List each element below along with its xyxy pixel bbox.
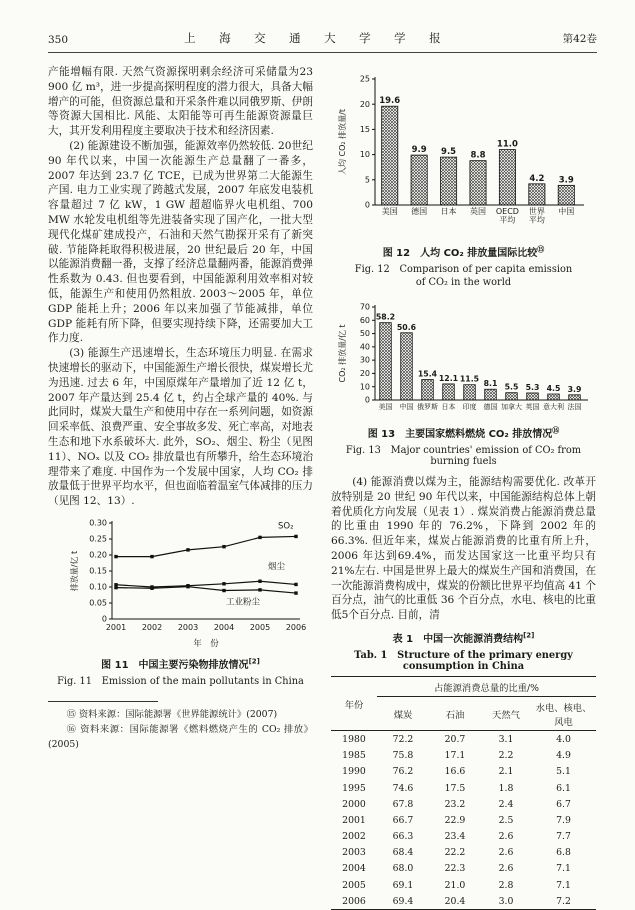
svg-text:2006: 2006: [285, 622, 306, 632]
value-cell: 2.8: [498, 879, 514, 891]
value-cell: 2.4: [498, 798, 514, 810]
svg-text:日本: 日本: [441, 403, 455, 411]
value-cell: 6.7: [556, 798, 571, 810]
fig13-footnote-marker: ⑯: [552, 426, 560, 435]
value-cell: 6.1: [556, 782, 571, 794]
svg-text:50: 50: [359, 329, 370, 339]
svg-text:10: 10: [359, 382, 370, 392]
fig13-caption-zh: [331, 425, 596, 440]
value-cell: 20.4: [444, 895, 466, 907]
table-row: [331, 861, 596, 877]
svg-text:英国: 英国: [469, 207, 486, 216]
fig11-ref-marker: [2]: [248, 657, 260, 666]
right-column: [331, 65, 596, 910]
footnote-16-text: 资料来源：国际能源署《燃料燃烧产生的 CO₂ 排放》(2005): [48, 723, 313, 750]
svg-text:2002: 2002: [141, 622, 163, 632]
value-cell: 4.0: [556, 733, 571, 745]
svg-text:排放量/亿 t: 排放量/亿 t: [70, 550, 79, 592]
figure-12-bar-chart: [331, 65, 596, 288]
value-cell: 7.1: [556, 863, 571, 875]
value-cell: 1.8: [498, 782, 514, 794]
value-cell: 68.0: [392, 863, 414, 875]
year-cell: 1990: [342, 766, 366, 778]
svg-text:19.6: 19.6: [378, 96, 400, 107]
year-cell: 2006: [342, 895, 366, 907]
fig11-caption-zh-text: 图 11 中国主要污染物排放情况: [101, 659, 249, 671]
value-cell: 3.1: [498, 733, 514, 745]
value-cell: 17.1: [444, 750, 466, 762]
figure-13-bar-chart: [331, 294, 596, 467]
value-cell: 74.6: [392, 782, 414, 794]
value-cell: 23.2: [444, 798, 466, 810]
year-cell: 2002: [342, 831, 366, 843]
value-cell: 22.2: [444, 847, 466, 859]
fig11-chart-canvas: [66, 515, 313, 653]
table-row: [331, 731, 596, 748]
paragraph-3: (3) 能源生产迅速增长，生态环境压力明显. 在需求快速增长的驱动下，中国能源生产增长很快，煤炭增长尤为迅速. 过去 6 年，中国原煤年产量增加了近 12 亿 t，2007 年产量达到 25.4 亿 t，约占全球产量的 40%. 与此同时，煤炭大量生产和使用中存在一系列问题，如资源回采率低、浪费严重、安全事故多发、死亡率高，对地表生态和地下水系破坏大. 此外，SO₂、烟尘、粉尘（见图 11）、NOₓ 以及 CO₂ 排放量也有所攀升，给生态环境治理带来了难度. 中国作为一个发展中国家，人均 CO₂ 排放量低于世界平均水平，但也面临着温室气体减排的压力（见图 12、13）.: [48, 347, 313, 508]
value-cell: 7.2: [556, 895, 571, 907]
fig13-caption-en: Fig. 13 Major countries' emission of CO₂ from burning fuels: [345, 445, 582, 467]
value-cell: 17.5: [444, 782, 466, 794]
svg-text:8.8: 8.8: [469, 150, 486, 161]
left-column: [48, 65, 313, 910]
svg-text:平均: 平均: [528, 215, 545, 225]
svg-text:美国: 美国: [378, 403, 392, 411]
fig12-footnote-marker: ⑮: [537, 245, 545, 254]
table1: [331, 676, 596, 910]
year-cell: 2004: [342, 863, 366, 875]
fig11-caption-zh: [48, 656, 313, 671]
fig12-caption-en-line2: of CO₂ in the world: [415, 277, 512, 288]
svg-text:世界: 世界: [528, 207, 545, 216]
svg-text:0.10: 0.10: [89, 582, 107, 592]
year-cell: 2003: [342, 847, 366, 859]
value-cell: 67.8: [392, 798, 414, 810]
year-cell: 1995: [342, 782, 366, 794]
svg-text:5: 5: [364, 175, 370, 185]
value-cell: 66.3: [392, 831, 414, 843]
svg-text:15: 15: [359, 125, 370, 134]
value-cell: 2.1: [498, 766, 514, 778]
svg-text:40: 40: [359, 342, 370, 352]
footnote-15-marker: ⑮: [66, 708, 76, 720]
svg-text:烟尘: 烟尘: [268, 562, 286, 573]
journal-title: 上 海 交 通 大 学 学 报: [184, 31, 447, 45]
table1-col-gas: 天然气: [481, 697, 531, 731]
value-cell: 75.8: [392, 750, 414, 762]
svg-text:美国: 美国: [381, 207, 398, 216]
table1-ref-marker: [2]: [523, 631, 535, 640]
svg-text:3.9: 3.9: [558, 175, 574, 186]
svg-text:30: 30: [359, 355, 370, 365]
value-cell: 21.0: [444, 879, 466, 891]
paragraph-continued: 产能增幅有限. 天然气资源探明剩余经济可采储量为23 900 亿 m³，进一步提高探明程度的潜力很大，具备大幅增产的可能，但资源总量和开采条件难以同俄罗斯、伊朗等资源大国相比. 风能、太阳能等可再生能源资源量巨大，其开发利用程度主要取决于技术和经济因素.: [48, 66, 313, 138]
svg-text:人均 CO₂ 排放量/t: 人均 CO₂ 排放量/t: [337, 108, 347, 176]
table1-body: [331, 731, 596, 910]
svg-text:20: 20: [359, 369, 370, 379]
svg-text:2003: 2003: [177, 622, 199, 632]
svg-text:10: 10: [359, 150, 370, 160]
svg-text:德国: 德国: [410, 207, 427, 216]
value-cell: 2.5: [498, 814, 514, 826]
svg-text:9.5: 9.5: [440, 147, 456, 158]
svg-text:0.25: 0.25: [89, 534, 107, 544]
page-number: 350: [48, 34, 69, 46]
svg-text:2001: 2001: [105, 622, 127, 632]
svg-text:0.30: 0.30: [89, 518, 107, 528]
svg-text:CO₂ 排放量/亿 t: CO₂ 排放量/亿 t: [337, 324, 347, 383]
fig12-chart-canvas: [331, 65, 596, 241]
value-cell: 72.2: [392, 733, 414, 745]
svg-text:11.0: 11.0: [496, 139, 518, 150]
footnote-section: [48, 701, 313, 752]
value-cell: 68.4: [392, 847, 414, 859]
footnote-15: [48, 707, 313, 722]
volume-label: 第42卷: [562, 33, 597, 45]
year-cell: 1985: [342, 750, 366, 762]
value-cell: 69.4: [392, 895, 414, 907]
table1-caption-zh-text: 表 1 中国一次能源消费结构: [392, 633, 524, 645]
value-cell: 6.8: [556, 847, 571, 859]
footnote-15-text: 资料来源：国际能源署《世界能源统计》(2007): [78, 708, 278, 720]
svg-text:2005: 2005: [249, 622, 271, 632]
table-row: [331, 893, 596, 910]
value-cell: 16.6: [444, 766, 466, 778]
table-row: [331, 796, 596, 812]
value-cell: 69.1: [392, 879, 414, 891]
table1-caption-zh: [331, 630, 596, 645]
svg-text:2004: 2004: [213, 622, 235, 632]
fig13-caption-zh-text: 图 13 主要国家燃料燃烧 CO₂ 排放情况: [367, 429, 553, 440]
svg-text:英国: 英国: [525, 403, 539, 411]
svg-text:9.9: 9.9: [411, 145, 427, 156]
svg-text:50.6: 50.6: [396, 322, 416, 332]
svg-text:OECD: OECD: [495, 207, 519, 216]
table-row: [331, 845, 596, 861]
svg-text:意大利: 意大利: [542, 403, 564, 411]
table1-col-oil: 石油: [429, 697, 481, 731]
value-cell: 23.4: [444, 831, 466, 843]
value-cell: 2.6: [498, 831, 514, 843]
svg-text:0.20: 0.20: [89, 550, 107, 560]
table-row: [331, 828, 596, 844]
svg-text:4.2: 4.2: [528, 173, 544, 184]
value-cell: 2.2: [498, 750, 514, 762]
svg-text:日本: 日本: [440, 207, 457, 216]
svg-text:0: 0: [101, 614, 107, 624]
year-cell: 1980: [342, 733, 366, 745]
table1-col-hydro-nuclear-wind: 水电、核电、风电: [531, 697, 596, 731]
svg-text:0: 0: [364, 395, 370, 405]
fig12-caption-zh: [331, 244, 596, 259]
svg-text:加拿大: 加拿大: [500, 403, 522, 411]
value-cell: 66.7: [392, 814, 414, 826]
fig12-caption-en-line1: Fig. 12 Comparison of per capita emission: [354, 264, 573, 275]
table-row: [331, 812, 596, 828]
svg-text:年 份: 年 份: [193, 638, 219, 649]
svg-text:58.2: 58.2: [375, 312, 395, 322]
svg-text:0: 0: [364, 200, 370, 210]
value-cell: 22.9: [444, 814, 466, 826]
svg-text:0.05: 0.05: [89, 598, 107, 608]
svg-text:20: 20: [359, 99, 370, 109]
svg-text:70: 70: [359, 302, 370, 312]
svg-text:3.9: 3.9: [567, 384, 581, 394]
svg-text:8.1: 8.1: [483, 379, 497, 389]
year-cell: 2001: [342, 814, 366, 826]
svg-text:5.3: 5.3: [525, 382, 539, 392]
svg-text:12.1: 12.1: [438, 373, 458, 383]
table-row: [331, 780, 596, 796]
year-cell: 2005: [342, 879, 366, 891]
value-cell: 5.1: [556, 766, 571, 778]
footnote-16-marker: ⑯: [66, 723, 77, 735]
svg-text:5.5: 5.5: [504, 382, 518, 392]
value-cell: 7.7: [556, 831, 571, 843]
svg-text:俄罗斯: 俄罗斯: [416, 403, 438, 411]
two-column-layout: [48, 65, 597, 910]
svg-text:中国: 中国: [557, 207, 574, 216]
value-cell: 4.9: [556, 750, 571, 762]
value-cell: 20.7: [444, 733, 466, 745]
svg-text:60: 60: [359, 315, 370, 325]
footnote-divider: [48, 701, 158, 702]
paragraph-2: (2) 能源建设不断加强，能源效率仍然较低. 20世纪 90 年代以来，中国一次能源生产总量翻了一番多，2007 年达到 23.7 亿 TCE，已成为世界第二大能源生产国. 电力工业实现了跨越式发展，2007 年底发电装机容量超过 7 亿 kW，1 GW 超超临界火电机组、700 MW 水轮发电机组等先进装备实现了国产化，一批大型现代化煤矿建成投产，石油和天然气勘探开采有了新突破. 节能降耗取得积极进展，20 世纪最后 20 年，中国以能源消费翻一番，支撑了经济总量翻两番，能源消费弹性系数为 0.43. 但也要看到，中国能源利用效率相对较低，能源生产和使用仍然粗放. 2003～2005 年，单位 GDP 能耗上升；2006 年以来加强了节能减排，单位 GDP 能耗有所下降，但要实现持续下降，还需要加大工作力度.: [48, 139, 313, 345]
table1-group-header: 占能源消费总量的比重/%: [377, 676, 596, 696]
svg-text:25: 25: [359, 74, 370, 84]
value-cell: 76.2: [392, 766, 414, 778]
table1-col-year: 年份: [331, 676, 377, 730]
svg-text:平均: 平均: [498, 215, 515, 225]
paragraph-4: (4) 能源消费以煤为主，能源结构需要优化. 改革开放特别是 20 世纪 90 年代以来，中国能源结构总体上朝着优质化方向发展（见表 1）. 煤炭消费占能源消费总量的比重由 1990 年的 76.2%，下降到 2002 年的 66.3%. 但近年来，煤炭占能源消费的比重有所上升，2006 年达到69.4%，而发达国家这一比重平均只有 21%左右. 中国是世界上最大的煤炭生产国和消费国，在一次能源消费构成中，煤炭的份额比世界平均值高 41 个百分点，油气的比重低 36 个百分点，水电、核电的比重低5个百分点. 目前，清: [331, 476, 596, 622]
svg-text:0.15: 0.15: [89, 566, 107, 576]
table-row: [331, 764, 596, 780]
svg-text:11.5: 11.5: [459, 374, 479, 384]
table1-col-coal: 煤炭: [377, 697, 429, 731]
table-row: [331, 877, 596, 893]
table-1-block: [331, 630, 596, 910]
svg-text:中国: 中国: [399, 403, 413, 411]
year-cell: 2000: [342, 798, 366, 810]
svg-text:4.5: 4.5: [546, 384, 560, 394]
svg-text:SO₂: SO₂: [278, 521, 294, 532]
fig12-caption-zh-text: 图 12 人均 CO₂ 排放量国际比较: [382, 248, 538, 259]
svg-text:工业粉尘: 工业粉尘: [226, 597, 261, 608]
figure-11-line-chart: [48, 515, 313, 687]
table1-caption-en: Tab. 1 Structure of the primary energy consumption in China: [354, 649, 573, 672]
value-cell: 22.3: [444, 863, 466, 875]
fig11-caption-en: Fig. 11 Emission of the main pollutants in China: [57, 675, 304, 687]
value-cell: 7.1: [556, 879, 571, 891]
page-header: [48, 30, 597, 53]
footnote-16: [48, 722, 313, 752]
value-cell: 7.9: [556, 814, 571, 826]
value-cell: 2.6: [498, 847, 514, 859]
table-row: [331, 748, 596, 764]
fig13-chart-canvas: [331, 294, 596, 422]
svg-text:15.4: 15.4: [417, 369, 437, 379]
svg-text:法国: 法国: [567, 403, 581, 411]
svg-text:印度: 印度: [462, 403, 476, 411]
table1-head: [331, 676, 596, 730]
value-cell: 2.6: [498, 863, 514, 875]
svg-text:德国: 德国: [483, 403, 497, 411]
value-cell: 3.0: [498, 895, 514, 907]
